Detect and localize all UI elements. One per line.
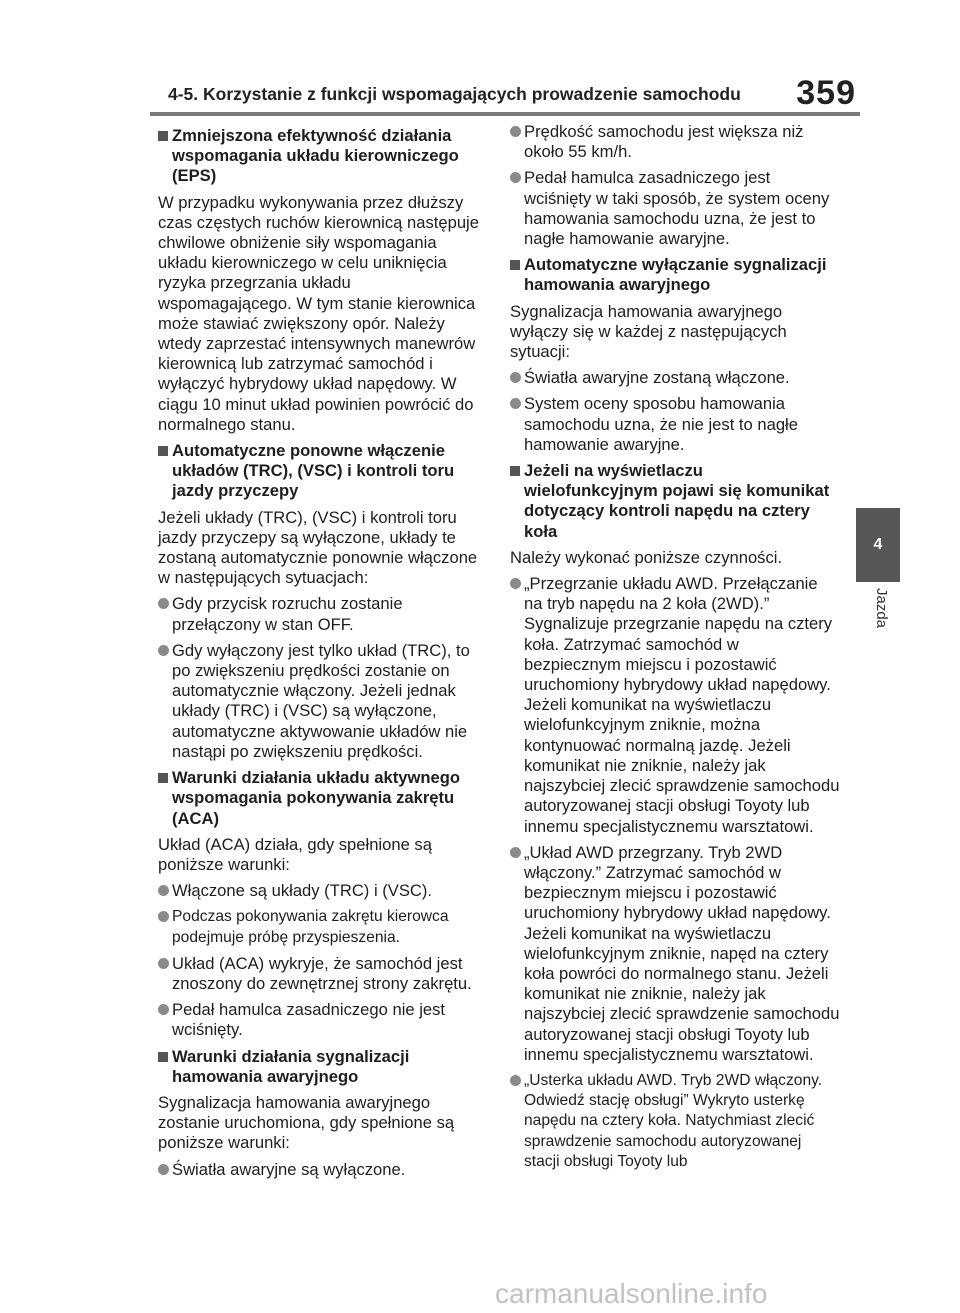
page-number: 359 — [796, 74, 856, 112]
list-item — [158, 907, 480, 947]
circle-bullet-icon — [510, 172, 521, 183]
display-heading-text: Jeżeli na wyświetlaczu wielofunkcyjnym pojawi się komunikat dotyczący kontroli napędu na cztery koła — [524, 461, 830, 541]
list-item-text: Układ (ACA) wykryje, że samochód jest znoszony do zewnętrznej strony zakrętu. — [172, 953, 472, 993]
list-item — [510, 574, 840, 837]
circle-bullet-icon — [510, 398, 521, 409]
list-item-text: Gdy wyłączony jest tylko układ (TRC), to po zwiększeniu prędkości zostanie on automatycznie włączony. Jeżeli jednak układy (TRC) i (VSC) są wyłączone, automatyczne aktywowanie układów nie nastąpi po zwiększeniu prędkości. — [172, 640, 470, 761]
eps-paragraph: W przypadku wykonywania przez dłuższy czas częstych ruchów kierownicą następuje chwilowe obniżenie siły wspomagania układu kierowniczego w celu uniknięcia ryzyka przegrzania układu wspomagającego. W tym stanie kierownica może stawiać zwiększony opór. Należy wtedy zaprzestać intensywnych manewrów kierownicą lub zatrzymać samochód i wyłączyć hybrydowy układ napędowy. W ciągu 10 minut układ powinien powrócić do normalnego stanu. — [158, 192, 479, 434]
reenable-paragraph: Jeżeli układy (TRC), (VSC) i kontroli toru jazdy przyczepy są wyłączone, układy te zostaną automatycznie ponownie włączone w następujących sytuacjach: — [158, 507, 478, 588]
reenable-heading — [158, 441, 480, 502]
auto-off-heading — [510, 255, 840, 295]
display-heading — [510, 461, 840, 542]
list-item — [510, 843, 840, 1065]
chapter-label: Jazda — [873, 588, 890, 629]
aca-heading-text: Warunki działania układu aktywnego wspomagania pokonywania zakrętu (ACA) — [172, 768, 460, 828]
aca-paragraph: Układ (ACA) działa, gdy spełnione są poniższe warunki: — [158, 834, 432, 874]
chapter-number: 4 — [873, 536, 883, 553]
square-bullet-icon — [158, 1052, 168, 1062]
circle-bullet-icon — [158, 1164, 169, 1175]
list-item-text: Prędkość samochodu jest większa niż około 55 km/h. — [524, 122, 804, 162]
eps-heading-text: Zmniejszona efektywność działania wspomagania układu kierowniczego (EPS) — [172, 126, 459, 186]
list-item-text: Pedał hamulca zasadniczego nie jest wciśnięty. — [172, 1000, 446, 1040]
list-item — [510, 368, 840, 388]
header-divider — [150, 112, 860, 116]
circle-bullet-icon — [158, 958, 169, 969]
circle-bullet-icon — [158, 645, 169, 656]
list-item-text: Gdy przycisk rozruchu zostanie przełączony w stan OFF. — [172, 594, 403, 634]
circle-bullet-icon — [510, 847, 521, 858]
list-item-text: Podczas pokonywania zakrętu kierowca podejmuje próbę przyspieszenia. — [172, 908, 449, 946]
list-item-text: Światła awaryjne są wyłączone. — [172, 1159, 406, 1179]
list-item-text: Światła awaryjne zostaną włączone. — [524, 368, 790, 388]
right-column — [510, 122, 840, 1178]
circle-bullet-icon — [510, 578, 521, 589]
list-item-text: Pedał hamulca zasadniczego jest wciśnięty w taki sposób, że system oceny hamowania samochodu uzna, że jest to nagłe hamowanie awaryjne. — [524, 168, 830, 249]
list-item — [510, 168, 840, 249]
list-item — [158, 1000, 480, 1040]
square-bullet-icon — [158, 446, 168, 456]
watermark: carmanualsonline.info — [495, 1278, 768, 1309]
circle-bullet-icon — [158, 885, 169, 896]
emergency-heading — [158, 1047, 480, 1087]
list-item — [158, 594, 480, 634]
eps-heading — [158, 126, 480, 187]
page-header — [150, 70, 860, 120]
list-item — [158, 954, 480, 994]
left-column — [158, 122, 480, 1186]
emergency-heading-text: Warunki działania sygnalizacji hamowania awaryjnego — [172, 1046, 410, 1086]
list-item-text: Włączone są układy (TRC) i (VSC). — [172, 881, 433, 901]
list-item — [158, 1160, 480, 1180]
square-bullet-icon — [158, 773, 168, 783]
list-item — [510, 1071, 840, 1172]
display-paragraph: Należy wykonać poniższe czynności. — [510, 547, 783, 567]
aca-heading — [158, 768, 480, 829]
square-bullet-icon — [510, 260, 520, 270]
square-bullet-icon — [510, 466, 520, 476]
circle-bullet-icon — [158, 911, 169, 922]
square-bullet-icon — [158, 131, 168, 141]
list-item-text: „Układ AWD przegrzany. Tryb 2WD włączony.” Zatrzymać samochód w bezpiecznym miejscu i pozostawić uruchomiony hybrydowy układ napędowy. Jeżeli komunikat na wyświetlaczu wielofunkcyjnym zniknie, napęd na cztery koła powróci do normalnego stanu. Jeżeli komunikat nie zniknie, należy jak najszybciej zlecić sprawdzenie samochodu autoryzowanej stacji obsługi Toyoty lub innemu specjalistycznemu warsztatowi. — [524, 842, 840, 1064]
circle-bullet-icon — [510, 126, 521, 137]
list-item — [158, 641, 480, 762]
circle-bullet-icon — [510, 372, 521, 383]
auto-off-paragraph: Sygnalizacja hamowania awaryjnego wyłączy się w każdej z następujących sytuacji: — [510, 301, 787, 362]
list-item — [158, 881, 480, 901]
circle-bullet-icon — [510, 1075, 521, 1086]
list-item — [510, 394, 840, 455]
list-item-text: „Przegrzanie układu AWD. Przełączanie na tryb napędu na 2 koła (2WD).” Sygnalizuje przegrzanie napędu na cztery koła. Zatrzymać samochód w bezpiecznym miejscu i pozostawić uruchomiony hybrydowy układ napędowy. Jeżeli komunikat na wyświetlaczu wielofunkcyjnym zniknie, można kontynuować normalną jazdę. Jeżeli komunikat nie zniknie, należy jak najszybciej zlecić sprawdzenie samochodu autoryzowanej stacji obsługi Toyoty lub innemu specjalistycznemu warsztatowi. — [524, 574, 840, 836]
circle-bullet-icon — [158, 1004, 169, 1015]
chapter-tab — [856, 508, 900, 582]
auto-off-heading-text: Automatyczne wyłączanie sygnalizacji hamowania awaryjnego — [524, 255, 827, 295]
list-item-text: „Usterka układu AWD. Tryb 2WD włączony. Odwiedź stację obsługi” Wykryto usterkę napędu na cztery koła. Natychmiast zlecić sprawdzenie samochodu autoryzowanej stacji obsługi Toyoty lub — [524, 1071, 823, 1170]
reenable-heading-text: Automatyczne ponowne włączenie układów (TRC), (VSC) i kontroli toru jazdy przyczepy — [172, 441, 455, 501]
emergency-paragraph: Sygnalizacja hamowania awaryjnego zostanie uruchomiona, gdy spełnione są poniższe warunki: — [158, 1092, 455, 1153]
list-item-text: System oceny sposobu hamowania samochodu uzna, że nie jest to nagłe hamowanie awaryjne. — [524, 394, 798, 454]
circle-bullet-icon — [158, 598, 169, 609]
list-item — [510, 122, 840, 162]
section-title: 4-5. Korzystanie z funkcji wspomagających prowadzenie samochodu — [168, 84, 741, 104]
